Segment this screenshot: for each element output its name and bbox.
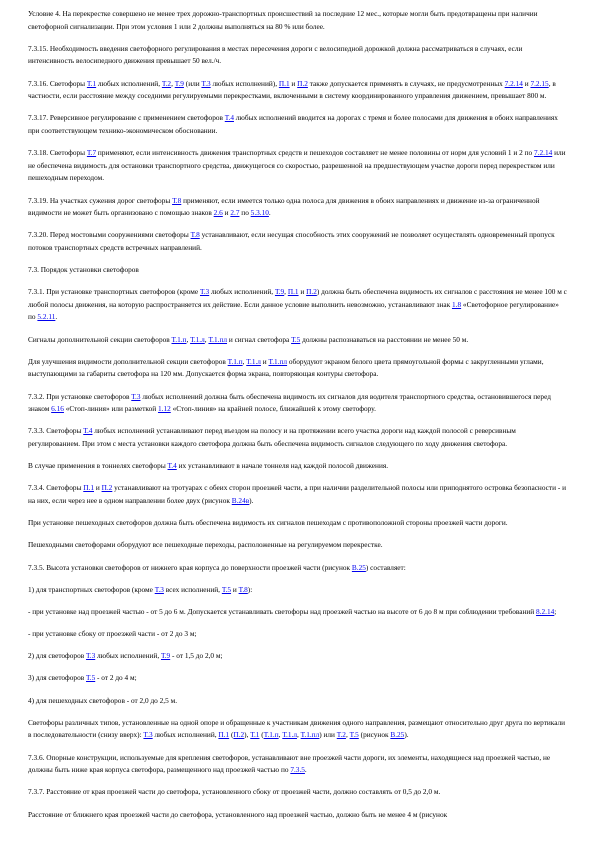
paragraph-text: 2) для светофоров [28, 651, 87, 661]
paragraph-text: ) или [319, 730, 337, 740]
paragraph-p734 [28, 482, 568, 507]
link-8-2-14[interactable]: 8.2.14 [536, 606, 555, 616]
link-т-8[interactable]: Т.8 [172, 195, 182, 205]
paragraph-p735b [28, 606, 568, 619]
paragraph-text: любых исполнений вводится на дорогах с тремя и более полосами для движения в обоих направлениях при соответствующем технико-экономическом обосновании. [28, 113, 558, 135]
link-п-2[interactable]: П.2 [233, 730, 245, 740]
link-т-1-п[interactable]: Т.1.п [227, 356, 243, 366]
paragraph-p731c [28, 356, 568, 381]
paragraph-text: При установке пешеходных светофоров должна быть обеспечена видимость их сигналов пешеходам с противоположной стороны проезжей части дороги. [28, 518, 508, 528]
paragraph-text: 7.3.4. Светофоры [28, 483, 84, 493]
link-т-3[interactable]: Т.3 [86, 651, 96, 661]
paragraph-text: и [298, 287, 307, 297]
paragraph-text: и [222, 208, 231, 218]
paragraph-p736 [28, 752, 568, 777]
link-т-5[interactable]: Т.5 [349, 730, 359, 740]
paragraph-text: и сигнал светофора [227, 334, 292, 344]
paragraph-text: и [522, 78, 531, 88]
paragraph-text: , [284, 287, 288, 297]
paragraph-text: «Стоп-линия» на крайней полосе, ближайшей к этому светофору. [170, 404, 376, 414]
paragraph-text: 7.3.5. Высота установки светофоров от нижнего края корпуса до поверхности проезжей части (рисунок [28, 562, 352, 572]
paragraph-text: , [242, 356, 247, 366]
link-в-25[interactable]: В.25 [390, 730, 405, 740]
link-7-2-14[interactable]: 7.2.14 [534, 148, 553, 158]
paragraph-text: 7.3.6. Опорные конструкции, используемые для крепления светофоров, устанавливают вне проезжей части дороги, их элементы, находящиеся над проезжей частью, не должны быть ниже края корпуса светофора, размещенного над проезжей частью по [28, 752, 551, 775]
paragraph-p7219 [28, 195, 568, 220]
paragraph-text: также допускается применять в случаях, не предусмотренных [307, 78, 505, 88]
link-т-1-пл[interactable]: Т.1.пл [300, 730, 320, 740]
paragraph-text: их устанавливают в начале тоннеля над каждой полосой движения. [176, 461, 389, 471]
link-5-2-11[interactable]: 5.2.11 [37, 312, 56, 322]
paragraph-text: , [204, 334, 209, 344]
paragraph-text: , в частности, если расстояние между соседними регулируемыми перекрестками, включенными в систему координированного управления движением, превышает 800 м. [28, 78, 556, 101]
paragraph-text: всех исполнений, [163, 584, 222, 594]
paragraph-p735a [28, 584, 568, 597]
paragraph-text: В случае применения в тоннелях светофоры [28, 461, 168, 471]
link-т-5[interactable]: Т.5 [291, 334, 301, 344]
link-т-1-л[interactable]: Т.1.л [282, 730, 297, 740]
paragraph-text: 1) для транспортных светофоров (кроме [28, 584, 155, 594]
paragraph-text: - при установке сбоку от проезжей части - от 2 до 3 м; [28, 629, 197, 639]
link-т-9[interactable]: Т.9 [274, 287, 285, 297]
link-т-3[interactable]: Т.3 [143, 730, 153, 740]
paragraph-p735f [28, 695, 568, 708]
paragraph-text: Светофоры различных типов, установленные на одной опоре и обращенные к участникам движения одного направления, размещают относительно друг друга по вертикали в последовательности (снизу вверх): [28, 717, 566, 740]
paragraph-text: , [278, 730, 283, 740]
link-т-4[interactable]: Т.4 [83, 426, 93, 436]
paragraph-text: . [304, 765, 307, 775]
link-п-2[interactable]: П.2 [306, 287, 317, 297]
paragraph-text: 7.3.18. Светофоры [28, 148, 87, 158]
link-т-1-п[interactable]: Т.1.п [263, 730, 279, 740]
paragraph-text: Условие 4. На перекрестке совершено не менее трех дорожно-транспортных происшествий за последние 12 мес., которые могли быть предотвращены при наличии светофорной сигнализации. При этом условия 1 или 2 должны выполняться на 80 % или более. [28, 9, 538, 31]
paragraph-p734c [28, 539, 568, 552]
link-т-1[interactable]: Т.1 [250, 730, 260, 740]
paragraph-text: любых исполнений, [209, 287, 275, 297]
link-5-3-10[interactable]: 5.3.10 [250, 208, 269, 218]
link-7-2-14[interactable]: 7.2.14 [504, 78, 523, 88]
paragraph-text: ). [249, 495, 254, 505]
link-т-1-л[interactable]: Т.1.л [190, 334, 205, 344]
link-т-8[interactable]: Т.8 [190, 230, 200, 240]
paragraph-text: , [296, 730, 301, 740]
link-в-25[interactable]: В.25 [351, 562, 366, 572]
link-т-3[interactable]: Т.3 [131, 391, 141, 401]
paragraph-text: . [268, 208, 271, 218]
link-т-7[interactable]: Т.7 [86, 148, 97, 158]
link-т-1-п[interactable]: Т.1.п [171, 334, 187, 344]
link-п-1[interactable]: П.1 [218, 730, 230, 740]
paragraph-text: . [55, 312, 58, 322]
paragraph-text: любых исполнений должна быть обеспечена видимость их сигналов для водителя транспортного средства, остановившегося перед знаком [28, 391, 551, 414]
paragraph-text: Расстояние от ближнего края проезжей части до светофора, установленного над проезжей частью, должно быть не менее 4 м (рисунок [28, 809, 448, 819]
link-1-8[interactable]: 1.8 [451, 299, 462, 309]
link-7-2-15[interactable]: 7.2.15 [530, 78, 549, 88]
paragraph-text: 7.3.1. При установке транспортных светофоров (кроме [28, 287, 200, 297]
paragraph-text: или не обеспечена видимость для остановки транспортного средства, движущегося со скоростью, разрешенной на предшествующем участке дороги перед перекрестком или пешеходным переходом. [28, 148, 566, 183]
paragraph-text: любых исполнений, [96, 78, 162, 88]
paragraph-text: ; [554, 606, 557, 616]
paragraph-text: любых исполнений устанавливают перед въездом на полосу и на протяжении всего участка дороги над каждой полосой с реверсивным регулированием. При этом с места установки каждого светофора должна быть обеспечена видимость сигналов следующего по ходу движения светофора. [28, 426, 516, 448]
paragraph-text: и [231, 584, 239, 594]
link-т-1-пл[interactable]: Т.1.пл [268, 356, 288, 366]
paragraph-text: оборудуют экраном белого цвета прямоугольной формы с закругленными углами, выступающими за габариты светофора на 120 мм. Допускается форма экрана, повторяющая контуры светофора. [28, 356, 544, 379]
paragraph-text: ( [259, 730, 264, 740]
link-т-5[interactable]: Т.5 [221, 584, 232, 594]
paragraph-p7220 [28, 229, 568, 254]
paragraph-text: 7.3.16. Светофоры [28, 78, 87, 88]
link-2-6[interactable]: 2.6 [213, 208, 223, 218]
paragraph-text: Сигналы дополнительной секции светофоров [28, 334, 172, 344]
link-т-8[interactable]: Т.8 [238, 584, 248, 594]
link-т-9[interactable]: Т.9 [174, 78, 184, 88]
paragraph-p731b [28, 334, 568, 347]
link-т-1-л[interactable]: Т.1.л [246, 356, 261, 366]
paragraph-text: по [239, 208, 251, 218]
paragraph-text: применяют, если имеется только одна полоса для движения в обоих направлениях и движение из-за ограниченной видимости не может быть организовано с помощью знаков [28, 195, 540, 218]
paragraph-text: 3) для светофоров [28, 673, 87, 683]
paragraph-p731 [28, 286, 568, 324]
paragraph-p735e [28, 672, 568, 685]
paragraph-p7218 [28, 147, 568, 185]
link-п-2[interactable]: П.2 [101, 483, 113, 493]
link-т-3[interactable]: Т.3 [199, 287, 210, 297]
paragraph-p737b [28, 809, 568, 822]
paragraph-p737 [28, 786, 568, 799]
paragraph-p735g [28, 717, 568, 742]
paragraph-p7215 [28, 43, 568, 68]
paragraph-text: 7.3. Порядок установки светофоров [28, 265, 139, 275]
paragraph-p733 [28, 425, 568, 450]
link-т-9[interactable]: Т.9 [160, 651, 171, 661]
paragraph-p735 [28, 562, 568, 575]
link-п-1[interactable]: П.1 [278, 78, 290, 88]
paragraph-cond4 [28, 8, 568, 33]
paragraph-text: ), [244, 730, 251, 740]
link-т-4[interactable]: Т.4 [224, 113, 234, 123]
paragraph-p735c [28, 628, 568, 641]
paragraph-text: «Стоп-линия» или разметкой [63, 404, 158, 414]
paragraph-text: 7.3.7. Расстояние от края проезжей части до светофора, установленного сбоку от проезжей части, должно составлять от 0,5 до 2,0 м. [28, 787, 441, 797]
paragraph-text: ( [229, 730, 234, 740]
paragraph-text: 7.3.3. Светофоры [28, 426, 84, 436]
paragraph-text: любых исполнений), [210, 78, 279, 88]
paragraph-p733b [28, 460, 568, 473]
link-т-5[interactable]: Т.5 [86, 673, 96, 683]
section-heading [28, 264, 568, 277]
paragraph-p734b [28, 517, 568, 530]
paragraph-text: применяют, если интенсивность движения транспортных средств и пешеходов составляет не менее половины от норм для условий 1 и 2 по [96, 148, 534, 158]
paragraph-text: и [289, 78, 298, 88]
paragraph-p735d [28, 650, 568, 663]
paragraph-text: 7.3.19. На участках сужения дорог светофоры [28, 195, 173, 205]
link-2-7[interactable]: 2.7 [230, 208, 240, 218]
paragraph-text: , [171, 78, 175, 88]
link-6-16[interactable]: 6.16 [51, 404, 64, 414]
link-т-1-пл[interactable]: Т.1.пл [208, 334, 228, 344]
link-т-1[interactable]: Т.1 [86, 78, 97, 88]
link-т-3[interactable]: Т.3 [154, 584, 164, 594]
paragraph-p732 [28, 391, 568, 416]
link-1-12[interactable]: 1.12 [157, 404, 171, 414]
paragraph-p7216 [28, 78, 568, 103]
link-п-2[interactable]: П.2 [297, 78, 308, 88]
link-т-2[interactable]: Т.2 [161, 78, 172, 88]
link-т-4[interactable]: Т.4 [167, 461, 177, 471]
paragraph-text: 7.3.2. При установке светофоров [28, 391, 132, 401]
paragraph-text: любых исполнений, [95, 651, 161, 661]
paragraph-text: 4) для пешеходных светофоров - от 2,0 до 2,5 м. [28, 695, 178, 705]
paragraph-text: , [186, 334, 191, 344]
link-7-3-5[interactable]: 7.3.5 [290, 765, 305, 775]
paragraph-p7217 [28, 112, 568, 137]
link-в-24в[interactable]: В.24в [231, 495, 250, 505]
paragraph-text: любых исполнений, [152, 730, 219, 740]
paragraph-text: 7.3.17. Реверсивное регулирование с применением светофоров [28, 113, 225, 123]
link-п-1[interactable]: П.1 [287, 287, 299, 297]
paragraph-text: - от 1,5 до 2,0 м; [170, 651, 223, 661]
paragraph-text: ): [247, 584, 253, 594]
paragraph-text: устанавливают на тротуарах с обеих сторон проезжей части, а при наличии разделительной полосы или приподнятого островка безопасности - и на них, если через нее в одном направлении более двух (рисунок [28, 483, 566, 505]
link-п-1[interactable]: П.1 [83, 483, 94, 493]
link-т-2[interactable]: Т.2 [336, 730, 346, 740]
paragraph-text: Для улучшения видимости дополнительной секции светофоров [28, 356, 228, 366]
paragraph-text: 7.3.15. Необходимость введения светофорного регулирования в местах пересечения дороги с велосипедной дорожкой должна рассматриваться в случаях, если интенсивность велосипедного движения превышает 50 вел./ч. [28, 43, 523, 66]
paragraph-text: устанавливают, если несущая способность этих сооружений не позволяет осуществлять одновременный пропуск потоков транспортных средств встречных направлений. [28, 230, 555, 252]
paragraph-text: и [94, 483, 102, 493]
paragraph-text: , [345, 730, 350, 740]
paragraph-text: ) должна быть обеспечена видимость их сигналов с расстояния не менее 100 м с любой полосы движения, на которую распространяется их действие. Если данное условие выполнить невозможно, устанавливают знак [28, 287, 567, 309]
paragraph-text: ) составляет: [365, 562, 406, 572]
document-page [28, 8, 568, 831]
paragraph-text: Пешеходными светофорами оборудуют все пешеходные переходы, расположенные на регулируемом перекрестке. [28, 540, 383, 550]
link-т-3[interactable]: Т.3 [201, 78, 211, 88]
paragraph-text: и [260, 356, 269, 366]
paragraph-text: «Светофорное регулирование» по [28, 299, 559, 322]
paragraph-text: - при установке над проезжей частью - от 5 до 6 м. Допускается устанавливать светофоры над проезжей частью на высоте от 6 до 8 м при соблюдении требований [28, 606, 537, 616]
paragraph-text: должны распознаваться на расстоянии не менее 50 м. [300, 334, 469, 344]
paragraph-text: - от 2 до 4 м; [95, 673, 137, 683]
paragraph-text: ). [404, 730, 409, 740]
paragraph-text: (или [183, 78, 202, 88]
paragraph-text: (рисунок [358, 730, 391, 740]
paragraph-text: 7.3.20. Перед мостовыми сооружениями светофоры [28, 230, 191, 240]
